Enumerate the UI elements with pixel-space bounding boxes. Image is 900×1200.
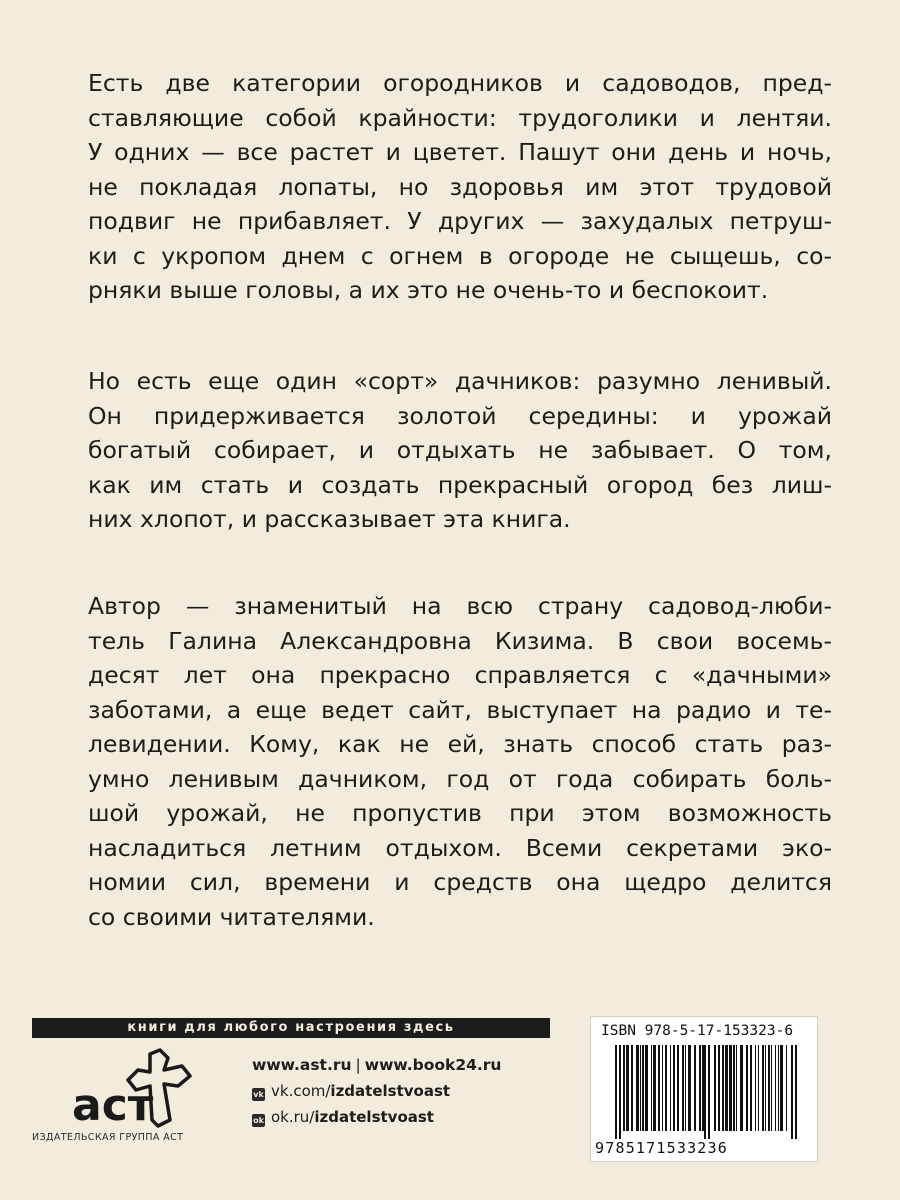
barcode-bar — [775, 1045, 776, 1131]
barcode-bar — [750, 1045, 752, 1131]
barcode-bar — [755, 1045, 756, 1131]
vk-row[interactable] — [252, 1078, 501, 1104]
barcode-bar — [640, 1045, 641, 1131]
barcode-bar — [729, 1045, 732, 1131]
description-paragraph-2 — [88, 364, 832, 537]
barcode-guard-bar — [619, 1045, 621, 1139]
barcode-bar — [662, 1045, 663, 1131]
barcode-bar — [677, 1045, 679, 1131]
text-line: подвиг не прибавляет. У других — захудалых петруш- — [88, 207, 832, 235]
text-line: не покладая лопаты, но здоровья им этот трудовой — [88, 172, 832, 201]
website-row — [252, 1052, 501, 1078]
barcode-bar — [718, 1045, 720, 1131]
text-line: Он придерживается золотой середины: и урожай — [88, 401, 832, 430]
barcode-bar — [771, 1045, 772, 1131]
barcode-bar — [722, 1045, 724, 1131]
barcode-bar — [746, 1045, 748, 1131]
barcode-bar — [645, 1045, 648, 1131]
ast-logo-text: аст — [72, 1080, 154, 1130]
text-line: ки с укропом днем с огнем в огороде не сыщешь, со- — [88, 241, 832, 270]
vk-prefix: vk.com/ — [271, 1082, 331, 1100]
text-line: Есть две категории огородников и садоводов, пред- — [88, 69, 832, 97]
barcode-guard-bar — [795, 1045, 797, 1139]
ok-icon: ok — [253, 1116, 264, 1125]
barcode-bar — [631, 1045, 633, 1131]
text-line: Автор — знаменитый на всю страну садовод-люби- — [88, 592, 832, 620]
barcode-bar — [714, 1045, 716, 1131]
barcode-bar — [778, 1045, 779, 1131]
barcode-bar — [694, 1045, 696, 1131]
barcode-bar — [768, 1045, 770, 1131]
description-paragraph-1 — [88, 66, 832, 308]
text-line: заботами, а еще ведет сайт, выступает на радио и те- — [88, 695, 832, 724]
text-line: десят лет она прекрасно справляется с «дачными» — [88, 661, 832, 689]
barcode-bar — [642, 1045, 644, 1131]
barcode-bar — [740, 1045, 743, 1131]
barcode-bar — [758, 1045, 759, 1131]
barcode-bar — [651, 1045, 652, 1131]
vk-handle: izdatelstvoast — [330, 1082, 451, 1100]
isbn-number: ISBN 978-5-17-153323-6 — [601, 1023, 794, 1039]
barcode-bar — [673, 1045, 675, 1131]
barcode-bar — [733, 1045, 735, 1131]
barcode-bar — [636, 1045, 639, 1131]
vk-icon: vk — [253, 1090, 264, 1099]
text-line: левидении. Кому, как не ей, знать способ стать раз- — [88, 730, 832, 758]
barcode-guard-bar — [791, 1045, 793, 1139]
text-line: Но есть еще один «сорт» дачников: разумно ленивый. — [88, 367, 832, 395]
ok-handle: izdatelstvoast — [314, 1108, 434, 1126]
barcode-bar — [623, 1045, 625, 1131]
text-line: них хлопот, и рассказывает эта книга. — [88, 505, 571, 533]
barcode-bar — [736, 1045, 737, 1131]
barcode-bar — [725, 1045, 728, 1131]
ean-digits: 9785171533236 — [595, 1139, 728, 1157]
barcode-guard-bar — [704, 1045, 706, 1139]
barcode-bar — [702, 1045, 704, 1131]
text-line: как им стать и создать прекрасный огород без лиш- — [88, 470, 832, 499]
barcode-bar — [670, 1045, 671, 1131]
barcode-bar — [688, 1045, 691, 1131]
barcode-bar — [762, 1045, 764, 1131]
website-book24-link[interactable]: www.book24.ru — [364, 1056, 502, 1074]
barcode-bar — [780, 1045, 783, 1131]
publisher-links — [252, 1052, 501, 1130]
publisher-name: ИЗДАТЕЛЬСКАЯ ГРУППА АСТ — [32, 1132, 184, 1143]
barcode-bar — [658, 1045, 660, 1131]
text-line: богатый собирает, и отдыхать не забывает. О том, — [88, 436, 832, 464]
link-separator: | — [355, 1056, 361, 1074]
barcode-bar — [699, 1045, 701, 1131]
text-line: У одних — все растет и цветет. Пашут они день и ночь, — [88, 138, 832, 166]
ok-prefix: ok.ru/ — [271, 1108, 315, 1126]
barcode-bar — [665, 1045, 667, 1131]
text-line: со своими читателями. — [88, 902, 375, 931]
barcode-image — [613, 1045, 801, 1139]
text-line: номии сил, времени и средств она щедро делится — [88, 868, 832, 896]
text-line: шой урожай, не пропустив при этом возможность — [88, 799, 832, 827]
description-paragraph-3 — [88, 589, 832, 934]
barcode-bar — [786, 1045, 787, 1131]
text-line: рняки выше головы, а их это не очень-то и беспокоит. — [88, 276, 769, 304]
barcode-guard-bar — [615, 1045, 617, 1139]
website-ast-link[interactable]: www.ast.ru — [252, 1056, 352, 1074]
barcode-bar — [653, 1045, 656, 1131]
text-line: насладиться летним отдыхом. Всеми секретами эко- — [88, 833, 832, 862]
barcode-bar — [626, 1045, 629, 1131]
text-line: ставляющие собой крайности: трудоголики и лентяи. — [88, 103, 832, 132]
ok-row[interactable] — [252, 1104, 501, 1130]
barcode-guard-bar — [708, 1045, 710, 1139]
barcode-bar — [682, 1045, 684, 1131]
text-line: умно ленивым дачником, год от года собирать боль- — [88, 764, 832, 793]
text-line: тель Галина Александровна Кизима. В свои восемь- — [88, 626, 832, 655]
barcode-bar — [685, 1045, 686, 1131]
tagline-banner: книги для любого настроения здесь — [32, 1018, 550, 1038]
isbn-barcode-box — [590, 1016, 818, 1162]
barcode-bar — [765, 1045, 766, 1131]
ast-logo — [66, 1048, 206, 1130]
